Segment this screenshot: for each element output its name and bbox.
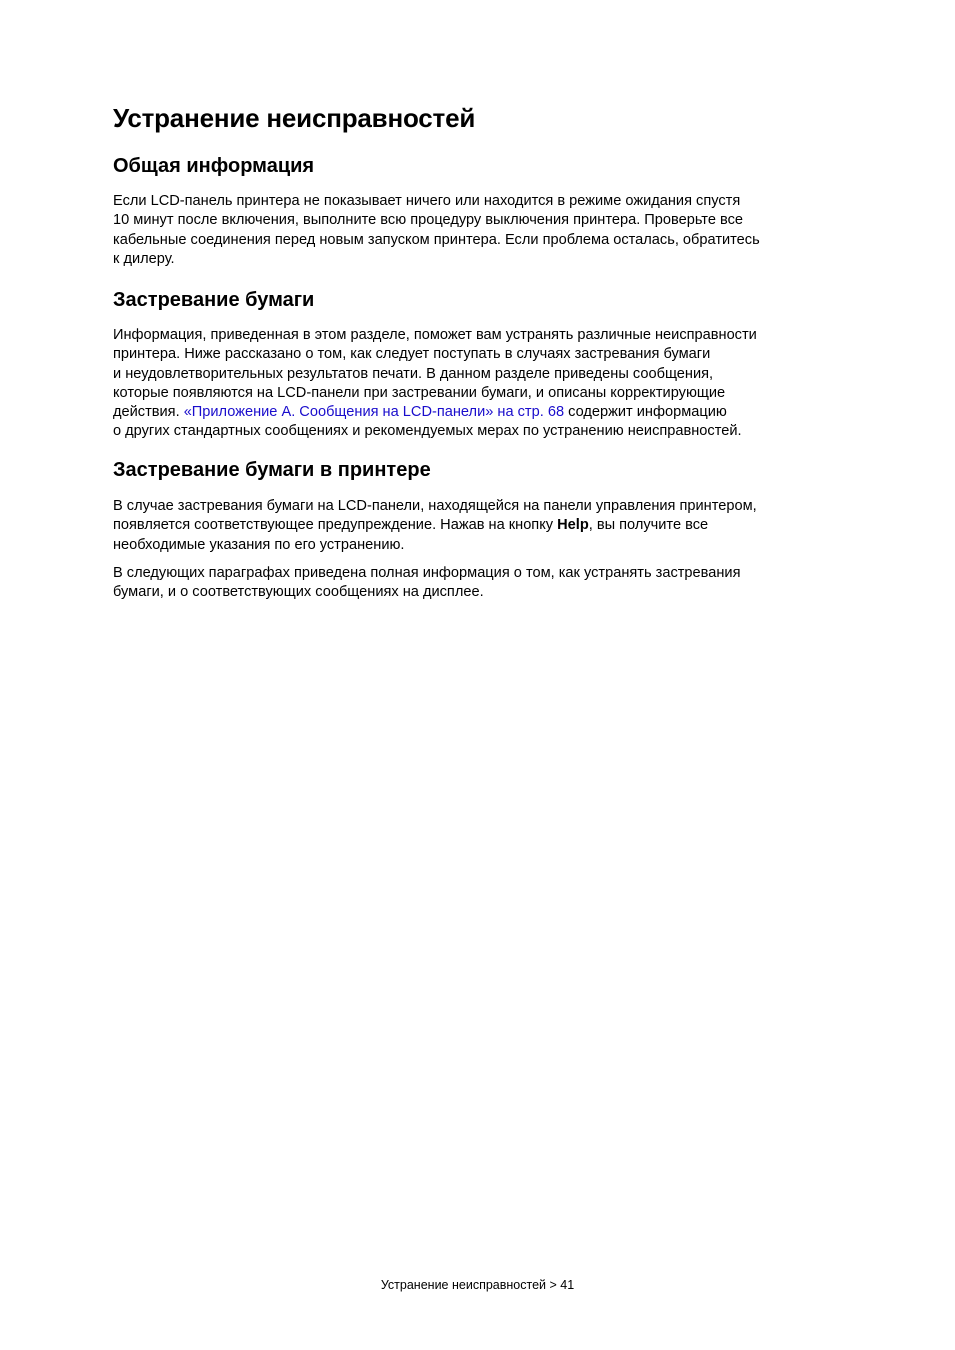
section-paragraph-general (113, 192, 833, 269)
link-prefix: действия. (113, 404, 184, 421)
section-heading-general: Общая информация (113, 155, 315, 177)
paragraph-line: кабельные соединения перед новым запуском принтера. Если проблема осталась, обратитесь (113, 231, 760, 248)
paragraph-line: В случае застревания бумаги на LCD-панели, находящейся на панели управления принтером, (113, 498, 757, 514)
paragraph-line: Если LCD-панель принтера не показывает ничего или находится в режиме ожидания спустя (113, 193, 741, 209)
paragraph-line: необходимые указания по его устранению. (113, 536, 405, 553)
paragraph-line: и неудовлетворительных результатов печати. В данном разделе приведены сообщения, (113, 365, 714, 382)
section-paragraph-paper-jam (113, 326, 833, 442)
appendix-a-link[interactable]: «Приложение A. Сообщения на LCD-панели» на стр. 68 (183, 404, 565, 421)
paragraph-line-with-link (113, 403, 833, 422)
section-heading-paper-jam-in-printer: Застревание бумаги в принтере (113, 459, 431, 481)
section-paragraph-printer-jam-2 (113, 564, 833, 603)
paragraph-line: бумаги, и о соответствующих сообщениях на дисплее. (113, 584, 484, 601)
paragraph-line: принтера. Ниже рассказано о том, как следует поступать в случаях застревания бумаги (113, 346, 711, 363)
section-paragraph-printer-jam-1 (113, 497, 833, 555)
paragraph-line: к дилеру. (113, 250, 175, 267)
help-suffix: , вы получите все (588, 517, 709, 534)
paragraph-line: о других стандартных сообщениях и рекомендуемых мерах по устранению неисправностей. (113, 423, 742, 440)
help-button-label: Help (557, 517, 589, 534)
section-heading-paper-jam: Застревание бумаги (113, 289, 315, 311)
paragraph-line-with-help (113, 516, 833, 535)
help-prefix: появляется соответствующее предупреждение. Нажав на кнопку (113, 517, 558, 534)
page-title: Устранение неисправностей (113, 103, 476, 133)
paragraph-line: которые появляются на LCD-панели при застревании бумаги, и описаны корректирующие (113, 384, 726, 401)
link-suffix: содержит информацию (564, 404, 727, 421)
page-footer: Устранение неисправностей > 41 (380, 1278, 575, 1292)
paragraph-line: 10 минут после включения, выполните всю процедуру выключения принтера. Проверьте все (113, 212, 744, 229)
paragraph-line: В следующих параграфах приведена полная информация о том, как устранять застревания (113, 565, 741, 581)
paragraph-line: Информация, приведенная в этом разделе, поможет вам устранять различные неисправности (113, 327, 757, 343)
